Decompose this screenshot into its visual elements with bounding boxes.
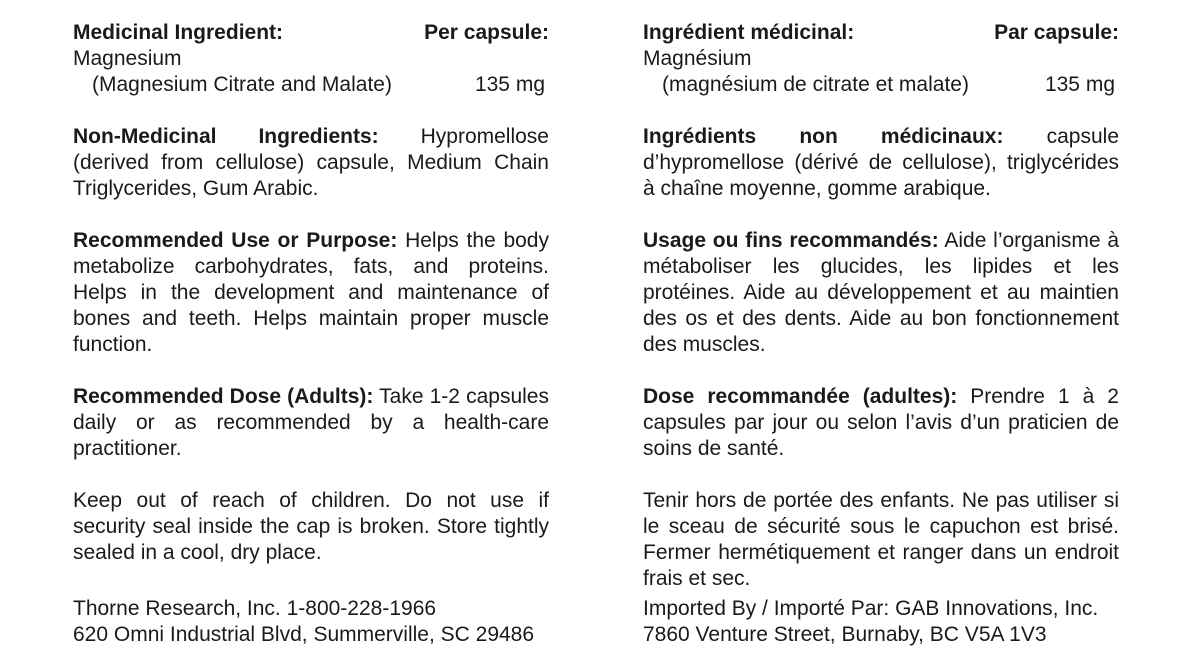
- per-capsule-heading-fr: Par capsule:: [994, 21, 1119, 44]
- ingredient-source: (Magnesium Citrate and Malate): [92, 73, 392, 96]
- recommended-dose-fr: [643, 384, 1119, 462]
- manufacturer-line: Thorne Research, Inc. 1-800-228-1966: [73, 597, 437, 620]
- non-medicinal-label-fr: Ingrédients non médicinaux:: [643, 125, 1004, 148]
- ingredient-name-fr: Magnésium: [643, 47, 752, 70]
- manufacturer-address: 620 Omni Industrial Blvd, Summerville, SC 29486: [73, 623, 535, 646]
- importer-line: Imported By / Importé Par: GAB Innovations, Inc.: [643, 597, 1099, 620]
- ingredient-header-row: [73, 20, 549, 46]
- recommended-use-label-fr: Usage ou fins recommandés:: [643, 229, 939, 252]
- recommended-dose-label-fr: Dose recommandée (adultes):: [643, 385, 958, 408]
- english-footer: [73, 596, 549, 648]
- non-medicinal-text-fr: capsule d’hypromellose (dérivé de cellulose), triglycérides à chaîne moyenne, gomme arabique.: [643, 125, 1119, 200]
- non-medicinal-label: Non-Medicinal Ingredients:: [73, 125, 379, 148]
- recommended-dose: [73, 384, 549, 462]
- recommended-dose-text-fr: Prendre 1 à 2 capsules par jour ou selon l’avis d’un praticien de soins de santé.: [643, 385, 1119, 460]
- recommended-dose-label: Recommended Dose (Adults):: [73, 385, 374, 408]
- english-panel: [73, 20, 549, 566]
- recommended-use: [73, 228, 549, 358]
- ingredient-amount-fr: 135 mg: [1044, 73, 1115, 96]
- recommended-use-fr: [643, 228, 1119, 358]
- recommended-use-text: Helps the body metabolize carbohydrates, fats, and proteins. Helps in the development and maintenance of bones and teeth. Helps maintain proper muscle function.: [73, 229, 549, 356]
- importer-address: 7860 Venture Street, Burnaby, BC V5A 1V3: [643, 623, 1047, 646]
- ingredient-amount: 135 mg: [474, 73, 545, 96]
- ingredient-source-row: [73, 72, 549, 98]
- ingredient-source-fr: (magnésium de citrate et malate): [662, 73, 969, 96]
- non-medicinal-ingredients-fr: [643, 124, 1119, 202]
- french-panel: [643, 20, 1119, 592]
- warning-text: Keep out of reach of children. Do not use if security seal inside the cap is broken. Store tightly sealed in a cool, dry place.: [73, 489, 549, 564]
- recommended-use-text-fr: Aide l’organisme à métaboliser les glucides, les lipides et les protéines. Aide au développement et au maintien des os et des dents. Aide au bon fonctionnement des muscles.: [643, 229, 1119, 356]
- recommended-dose-text: Take 1-2 capsules daily or as recommended by a health-care practitioner.: [73, 385, 549, 460]
- french-footer: [643, 596, 1119, 648]
- ingredient-header-row-fr: [643, 20, 1119, 46]
- medicinal-ingredient-heading-fr: Ingrédient médicinal:: [643, 21, 855, 44]
- recommended-use-label: Recommended Use or Purpose:: [73, 229, 398, 252]
- per-capsule-heading: Per capsule:: [424, 21, 549, 44]
- non-medicinal-ingredients: [73, 124, 549, 202]
- medicinal-ingredient-heading: Medicinal Ingredient:: [73, 21, 284, 44]
- warning-text-fr: Tenir hors de portée des enfants. Ne pas utiliser si le sceau de sécurité sous le capuchon est brisé. Fermer hermétiquement et ranger dans un endroit frais et sec.: [643, 489, 1119, 590]
- ingredient-name: Magnesium: [73, 47, 182, 70]
- non-medicinal-text: Hypromellose (derived from cellulose) capsule, Medium Chain Triglycerides, Gum Arabic.: [73, 125, 549, 200]
- ingredient-source-row-fr: [643, 72, 1119, 98]
